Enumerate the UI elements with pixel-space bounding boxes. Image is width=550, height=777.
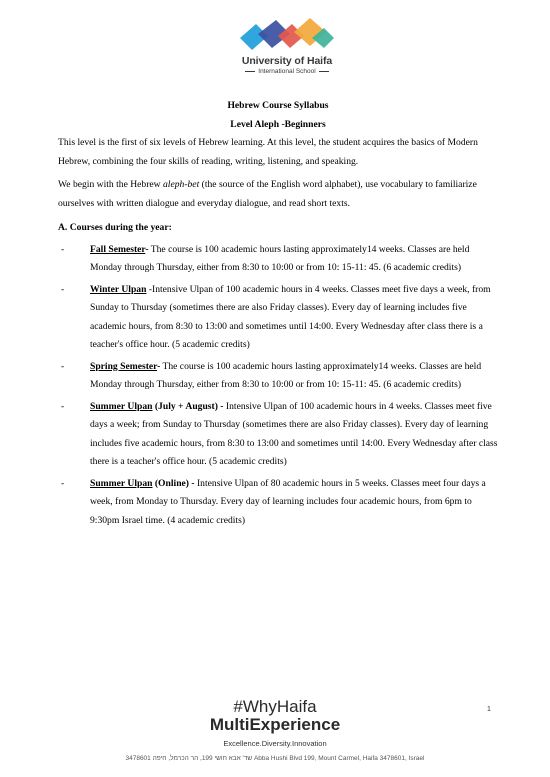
course-description: The course is 100 academic hours lasting approximately14 weeks. Classes are held Monday through Thursday, either from 8:30 to 10:00 or from 10: 15-11: 45. (6 academic credits) (90, 360, 482, 390)
page-number: 1 (487, 706, 491, 713)
document-body (58, 97, 498, 533)
page-footer (0, 698, 550, 762)
logo-emblem-icon (238, 16, 336, 54)
course-item: - Fall Semester- The course is 100 academic hours lasting approximately14 weeks. Classes are held Monday through Thursday, either from 8:30 to 10:00 or from 10: 15-11: 45. (6 academic credits) (61, 243, 470, 273)
course-item: - Summer Ulpan (Online) - Intensive Ulpan of 80 academic hours in 5 weeks. Classes meet four days a week, from Monday to Thursday. Every day of learning includes four academic hours, from 6pm to 9:30pm Israel time. (4 academic credits) (61, 477, 486, 526)
course-name: Summer Ulpan (90, 400, 153, 412)
university-logo (222, 16, 352, 82)
course-description: -Intensive Ulpan of 100 academic hours in 4 weeks. Classes meet five days a week, from Sunday to Thursday (sometimes there are also Friday classes). Every day of learning includes five academic hours, from 8:30 to 13:00 and sometimes until 14:00. Every Wednesday after class there is a teacher's office hour. (5 academic credits) (90, 283, 491, 350)
document-subtitle: Level Aleph -Beginners (230, 118, 326, 130)
course-name: Spring Semester (90, 360, 158, 372)
course-name: Summer Ulpan (90, 477, 153, 489)
course-list (58, 241, 498, 531)
intro-paragraph: This level is the first of six levels of Hebrew learning. At this level, the student acquires the basics of Modern Hebrew, combining the four skills of reading, writing, listening, and speaking. (58, 137, 478, 167)
footer-address: שד' אבא חושי 199, הר הכרמל, חיפה 3478601 Abba Hushi Blvd 199, Mount Carmel, Haifa 3478601, Israel (125, 755, 425, 762)
footer-hashtag: #WhyHaifa (233, 697, 317, 716)
university-name: University of Haifa (241, 55, 333, 67)
course-description: The course is 100 academic hours lasting approximately14 weeks. Classes are held Monday through Thursday, either from 8:30 to 10:00 or from 10: 15-11: 45. (6 academic credits) (90, 243, 470, 273)
course-name: Winter Ulpan (90, 283, 147, 295)
course-item: - Spring Semester- The course is 100 academic hours lasting approximately14 weeks. Classes are held Monday through Thursday, either from 8:30 to 10:00 or from 10: 15-11: 45. (6 academic credits) (61, 360, 482, 390)
section-a-heading: A. Courses during the year: (58, 222, 172, 233)
document-title: Hebrew Course Syllabus (227, 100, 329, 111)
alphabet-paragraph: We begin with the Hebrew aleph-bet (the source of the English word alphabet), use vocabulary to familiarize ourselves with written dialogue and everyday dialogue, and read short texts. (58, 179, 477, 209)
course-item: - Winter Ulpan -Intensive Ulpan of 100 academic hours in 4 weeks. Classes meet five days a week, from Sunday to Thursday (sometimes there are also Friday classes). Every day of learning includes five academic hours, from 8:30 to 13:00 and sometimes until 14:00. Every Wednesday after class there is a teacher's office hour. (5 academic credits) (61, 283, 491, 350)
aleph-bet-term: aleph-bet (163, 179, 200, 190)
school-subtitle: International School (222, 68, 352, 75)
course-description: Intensive Ulpan of 80 academic hours in 5 weeks. Classes meet four days a week, from Monday to Thursday. Every day of learning includes four academic hours, from 6pm to 9:30pm Israel time. (4 academic credits) (90, 477, 486, 526)
course-item: - Summer Ulpan (July + August) - Intensive Ulpan of 100 academic hours in 4 weeks. Classes meet five days a week; from Sunday to Thursday (sometimes there are also Friday classes). Every day of learning includes five academic hours, from 8:30 to 13:00 and sometimes until 14:00. Every Wednesday after class there is a teacher's office hour. (5 academic credits) (61, 400, 498, 467)
course-description: Intensive Ulpan of 100 academic hours in 4 weeks. Classes meet five days a week; from Sunday to Thursday (sometimes there are also Friday classes). Every day of learning includes five academic hours, from 8:30 to 13:00 and sometimes until 14:00. Every Wednesday after class there is a teacher's office hour. (5 academic credits) (90, 400, 498, 467)
footer-tagline: Excellence.Diversity.Innovation (223, 739, 327, 748)
course-name: Fall Semester (90, 243, 146, 255)
footer-brand: MultiExperience (209, 715, 341, 734)
